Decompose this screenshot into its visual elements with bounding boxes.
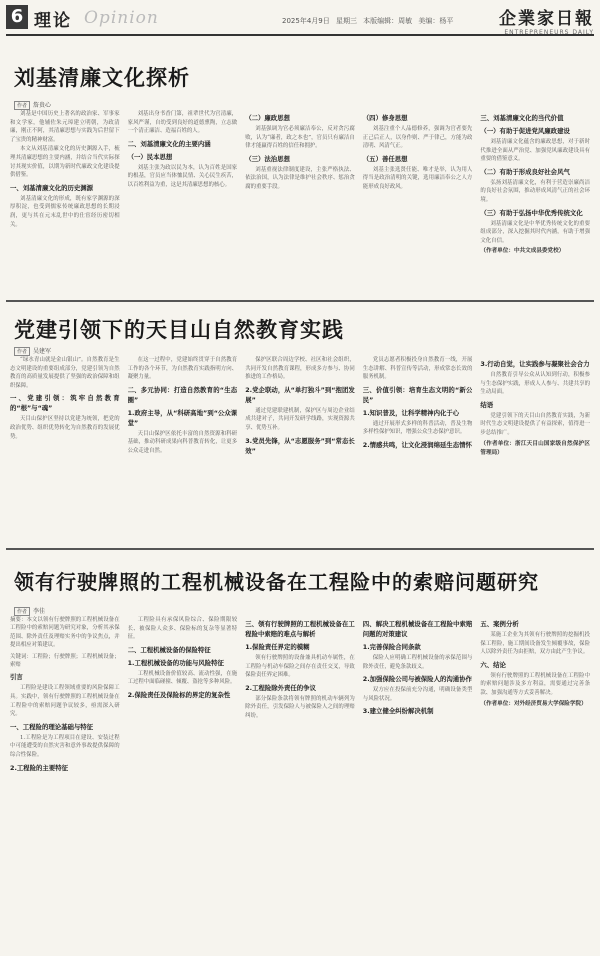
author-note: （作者单位：中共文成县委党校） (480, 248, 565, 255)
subheading: （一）民本思想 (127, 152, 173, 161)
subheading: 结语 (480, 400, 494, 409)
article-1-col-1 (10, 110, 120, 296)
subheading: 1.完善保险合同条款 (362, 643, 421, 651)
byline-label: 作者 (14, 347, 30, 356)
paragraph: 党建引领下的天目山自然教育实践，为新时代生态文明建设提供了有益探索，值得进一步总结推广。 (480, 412, 590, 436)
article-3-col-5 (480, 616, 590, 950)
paragraph: 刘基清廉文化的形成，既有家学渊源的深厚积淀，也受到儒家传统廉政思想的长期浸润，更与其在元末乱世中的仕宦经历密切相关。 (10, 195, 120, 228)
paragraph: 双方应在投保前充分沟通，明确设备类型与风险状况。 (362, 687, 473, 702)
subheading: 三、领有行驶牌照的工程机械设备在工程险中索赔的难点与解析 (245, 620, 355, 638)
subheading: （二）廉政思想 (245, 114, 290, 122)
article-2-col-5 (480, 356, 590, 538)
byline-author: 詹贵心 (33, 102, 52, 109)
paragraph: 刘基重视法律制度建设，主张严格执法、依法治国，认为法律是维护社会秩序、惩治贪腐的重要手段。 (245, 166, 355, 190)
paragraph: 刘基主张为政以民为本，认为百姓是国家的根基，官员应当体恤民情、关心民生疾苦，以百姓利益为重，这是其清廉思想的核心。 (127, 164, 238, 188)
subheading: 二、刘基清廉文化的主要内涵 (127, 139, 211, 148)
subheading: 六、结论 (480, 660, 506, 669)
paragraph: 领有行驶牌照的设备兼具机动车属性，在工程险与机动车保险之间存在责任交叉，导致保险责任界定困难。 (245, 655, 355, 679)
article-1-body (10, 110, 590, 296)
subheading: 3.建立健全纠纷解决机制 (362, 707, 434, 716)
paragraph: 工程险具有承保风险综合、保险期限较长、被保险人众多、保险标的复杂等显著特征。 (127, 617, 238, 641)
subheading: 2.情感共鸣，让文化浸润绵延生态情怀 (362, 440, 472, 449)
article-1-col-2 (128, 110, 238, 296)
subheading: （二）有助于形成良好社会风气 (480, 167, 570, 176)
article-2-col-4 (363, 356, 473, 538)
article-3-title: 领有行驶牌照的工程机械设备在工程险中的索赔问题研究 (14, 570, 539, 594)
article-2-col-1 (10, 356, 120, 538)
subheading: 2.加强保险公司与被保险人的沟通协作 (362, 675, 472, 684)
article-3-body (10, 616, 590, 950)
subheading: 2.党企联动，从“单打独斗”到“抱团发展” (245, 385, 355, 404)
article-1-col-4 (363, 110, 473, 296)
paragraph: 刘基主张选贤任能、唯才是举，认为用人得当是政治清明的关键，选用廉洁奉公之人方能形成良好政风。 (362, 166, 473, 190)
subheading: 引言 (10, 673, 23, 682)
paragraph: “绿水青山就是金山银山”。自然教育是生态文明建设的重要组成部分，党建引领为自然教育的高质量发展提供了坚强的政治保障和组织保障。 (10, 357, 120, 389)
article-3-col-3 (245, 616, 355, 950)
subheading: （三）法治思想 (245, 154, 290, 163)
article-2-col-2 (128, 356, 238, 538)
article-1-byline (14, 100, 51, 110)
subheading: （一）有助于促进党风廉政建设 (480, 127, 570, 135)
article-3-byline (14, 606, 45, 616)
brand-name: 企業家日報 (499, 9, 594, 29)
paragraph: 1.工程险是为工程项目在建设、安装过程中可能遭受的自然灾害和意外事故提供保障的综合性保险。 (10, 734, 120, 758)
subheading: 五、案例分析 (480, 620, 519, 628)
section-title-en: Opinion (84, 8, 159, 28)
article-1-col-5 (480, 110, 590, 296)
keywords: 关键词：工程险；行驶牌照；工程机械设备；索赔 (10, 653, 120, 669)
subheading: 1.工程机械设备的功能与风险特征 (127, 658, 224, 667)
subheading: 3.党员先锋，从“志愿服务”到“常态长效” (245, 436, 355, 455)
article-1-title: 刘基清廉文化探析 (14, 65, 190, 90)
subheading: （三）有助于弘扬中华优秀传统文化 (480, 208, 583, 217)
subheading: （五）善任思想 (362, 154, 408, 163)
article-3-col-2 (128, 616, 238, 950)
masthead (6, 4, 594, 36)
byline-author: 李佳 (33, 608, 46, 615)
subheading: 三、价值引领：培育生态文明的“新公民” (362, 385, 473, 404)
article-2-byline (14, 346, 51, 356)
paragraph: 某施工企业为其领有行驶牌照的挖掘机投保工程险，施工期间设备发生倾覆事故，保险人以除外责任为由拒赔，双方由此产生争议。 (480, 632, 590, 656)
byline-label: 作者 (14, 607, 30, 616)
article-2-title: 党建引领下的天目山自然教育实践 (14, 317, 344, 342)
article-1-col-3 (245, 110, 355, 296)
paragraph: 天目山保护区依托丰富的自然资源和科研基础，推动科研成果向科普教育转化，让更多公众走进自然。 (127, 430, 238, 454)
paragraph: 党员志愿者积极投身自然教育一线，开展生态讲解、科普宣传等活动，形成常态长效的服务机制。 (362, 357, 473, 381)
divider (6, 300, 594, 302)
paragraph: 保护区联合周边学校、社区和社会组织，共同开发自然教育课程，形成多方参与、协同推进的工作格局。 (245, 357, 355, 381)
subheading: 一、党建引领：筑牢自然教育的“根”与“魂” (10, 394, 120, 413)
paragraph: 刘基出身书香门第，祖辈世代为官清廉，家风严谨，自幼受到良好的道德熏陶，立志做一个清正廉洁、造福百姓的人。 (127, 111, 238, 135)
subheading: 一、工程险的理论基础与特征 (10, 722, 94, 731)
article-3-col-1 (10, 616, 120, 950)
paragraph: 通过开展形式多样的科普活动，普及生物多样性保护知识，增强公众生态保护意识。 (362, 420, 473, 436)
paragraph: 部分保险条款将领有牌照的机动车辆列为除外责任，引发保险人与被保险人之间的理赔纠纷。 (245, 695, 355, 719)
subheading: （四）修身思想 (362, 114, 408, 122)
byline-author: 吴建军 (33, 348, 52, 355)
subheading: 1.政府主导，从“科研高地”到“公众课堂” (127, 408, 238, 427)
paragraph: 工程机械设备价值较高、流动性强，在施工过程中面临碰撞、倾覆、盗抢等多种风险。 (127, 670, 238, 686)
paragraph: 保险人应明确工程机械设备的承保范围与除外责任，避免条款歧义。 (362, 655, 473, 670)
paragraph: 刘基注重个人品德修养，强调为官者要先正己后正人，以身作则、严于律己，方能为政清明、风清气正。 (362, 126, 473, 150)
paragraph: 弘扬刘基清廉文化，有利于营造崇廉尚洁的良好社会氛围，推动形成风清气正的社会环境。 (480, 179, 590, 203)
paragraph: 自然教育引导公众从认知到行动，积极参与生态保护实践，形成人人参与、共建共享的生动局面。 (480, 372, 590, 396)
subheading: 二、多元协同：打造自然教育的“生态圈” (127, 385, 238, 404)
paragraph: 在这一过程中，党建始终贯穿于自然教育工作的各个环节，为自然教育实践指明方向、凝聚力量。 (127, 357, 238, 381)
byline-label: 作者 (14, 101, 30, 110)
subheading: 1.保险责任界定的模糊 (245, 643, 310, 651)
paragraph: 刘基强调为官必须廉洁奉公，反对贪污腐败，认为“廉者，政之本也”，官员只有廉洁自律才能赢得百姓的信任和拥护。 (245, 126, 355, 150)
paragraph: 通过党建联建机制，保护区与周边企业结成共建对子，共同开发研学线路，实现资源共享、优势互补。 (245, 407, 355, 431)
paragraph: 天目山保护区坚持以党建为统领，把党的政治优势、组织优势转化为自然教育的发展优势。 (10, 416, 120, 440)
subheading: 二、工程机械设备的保险特征 (127, 645, 211, 654)
paragraph: 刘基是中国历史上著名的政治家、军事家和文学家，他辅佐朱元璋建立明朝，为政清廉，刚正不阿，其清廉思想与实践为后世留下了宝贵的精神财富。 (10, 111, 120, 143)
subheading: 四、解决工程机械设备在工程险中索赔问题的对策建议 (362, 620, 473, 638)
paragraph: 刘基清廉文化是中华优秀传统文化的重要组成部分，深入挖掘其时代内涵，有助于增强文化自信。 (480, 220, 590, 244)
section-title: 理论 (34, 11, 72, 31)
subheading: 2.保险责任及保险标的界定的复杂性 (127, 690, 231, 699)
paragraph: 领有行驶牌照的工程机械设备在工程险中的索赔问题涉及多方利益，需要通过完善条款、加强沟通等方式妥善解决。 (480, 672, 590, 696)
subheading: 三、刘基清廉文化的当代价值 (480, 114, 564, 122)
author-note: （作者单位：对外经济贸易大学保险学院） (480, 700, 587, 707)
paragraph: 工程险是建设工程领域重要的风险保障工具。实践中，领有行驶牌照的工程机械设备在工程险中的索赔问题争议较多，亟需深入研究。 (10, 685, 120, 718)
article-2-col-3 (245, 356, 355, 538)
divider (6, 548, 594, 550)
newspaper-brand (499, 4, 594, 36)
subheading: 2.工程险除外责任的争议 (245, 683, 316, 692)
page-number: 6 (6, 5, 28, 29)
paragraph: 本文从刘基清廉文化的历史渊源入手，梳理其清廉思想的主要内涵，并结合当代实际探讨其现实价值，以期为新时代廉政文化建设提供借鉴。 (10, 146, 120, 179)
abstract: 摘要：本文以领有行驶牌照的工程机械设备在工程险中的索赔问题为研究对象，分析其承保范围、除外责任及理赔实务中的争议焦点，并提出相应对策建议。 (10, 617, 120, 649)
subheading: 一、刘基清廉文化的历史渊源 (10, 183, 94, 192)
brand-name-en: ENTREPRENEURS DAILY (504, 29, 594, 36)
subheading: 1.知识普及，让科学精神内化于心 (362, 408, 460, 417)
article-2-body (10, 356, 590, 538)
subheading: 2.工程险的主要特征 (10, 763, 68, 772)
article-3-col-4 (363, 616, 473, 950)
author-note: （作者单位：浙江天目山国家级自然保护区管理局） (480, 440, 590, 456)
subheading: 3.行动自觉，让实践参与凝聚社会合力 (480, 360, 590, 368)
issue-meta: 2025年4月9日 星期三 本版编辑：周敏 美编：杨平 (282, 17, 454, 25)
paragraph: 刘基清廉文化蕴含的廉政思想，对于新时代推进全面从严治党、加强党风廉政建设具有重要的借鉴意义。 (480, 139, 590, 163)
